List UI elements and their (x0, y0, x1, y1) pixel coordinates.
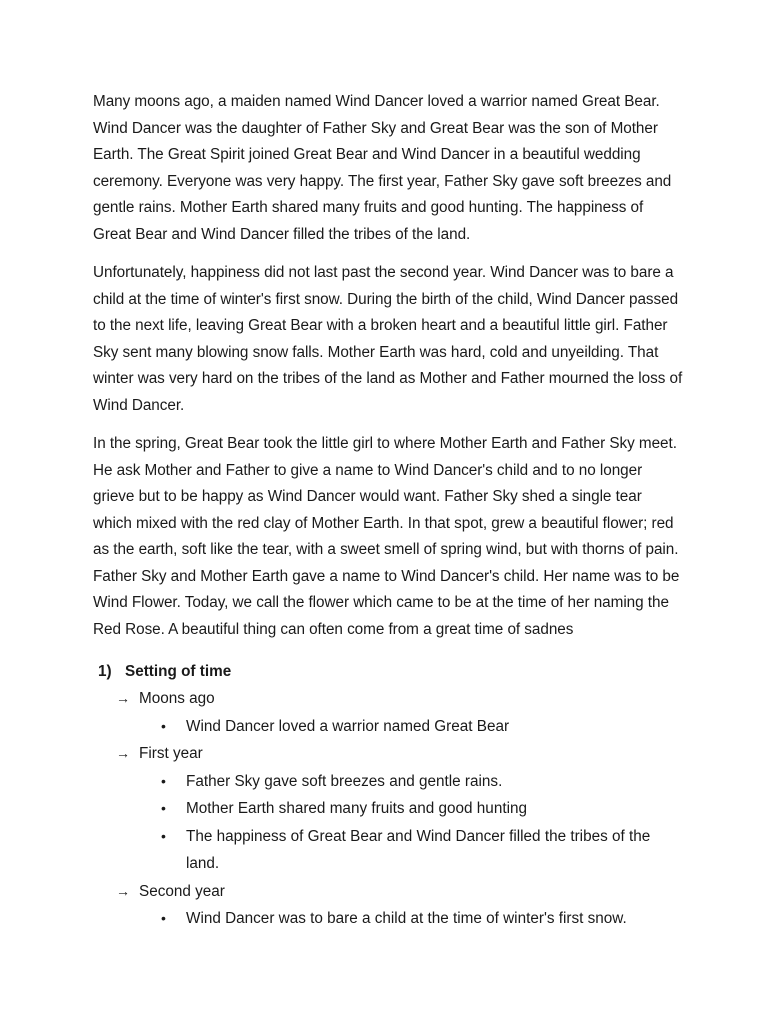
bullet-list (93, 768, 683, 878)
document-page (93, 89, 683, 933)
section-title: Setting of time (125, 663, 232, 680)
time-group-first-year (93, 740, 683, 878)
arrow-right-icon: → (116, 690, 130, 706)
story-paragraph-3: In the spring, Great Bear took the little girl to where Mother Earth and Father Sky meet. He ask Mother and Father to give a name to Wind Dancer's child and to no longer grieve but to be happy as Wind Dancer would want. Father Sky shed a single tear which mixed with the red clay of Mother Earth. In that spot, grew a beautiful flower; red as the earth, soft like the tear, with a sweet smell of spring wind, but with thorns of pain. Father Sky and Mother Earth gave a name to Wind Dancer's child. Her name was to be Wind Flower. Today, we call the flower which came to be at the time of her naming the Red Rose. A beautiful thing can often come from a great time of sadnes (93, 435, 680, 638)
time-group-second-year (93, 878, 683, 933)
group-label-text: First year (139, 745, 203, 762)
group-label-text: Moons ago (139, 690, 215, 707)
bullet-icon: • (161, 772, 166, 789)
group-label (93, 685, 683, 713)
list-item (93, 768, 683, 796)
bullet-icon: • (161, 827, 166, 844)
list-item (93, 823, 683, 878)
group-label-text: Second year (139, 882, 225, 900)
list-item (93, 713, 683, 741)
story-paragraph-1: Many moons ago, a maiden named Wind Dancer loved a warrior named Great Bear. Wind Dancer was the daughter of Father Sky and Great Bear was the son of Mother Earth. The Great Spirit joined Great Bear and Wind Dancer in a beautiful wedding ceremony. Everyone was very happy. The first year, Father Sky gave soft breezes and gentle rains. Mother Earth shared many fruits and good hunting. The happiness of Great Bear and Wind Dancer filled the tribes of the land. (93, 93, 672, 243)
list-item-text: Wind Dancer loved a warrior named Great Bear (186, 717, 510, 735)
list-item (93, 795, 683, 823)
list-item-text: Wind Dancer was to bare a child at the time of winter's first snow. (186, 910, 627, 927)
section-heading (93, 658, 683, 685)
group-label (93, 878, 683, 906)
list-item-text: Father Sky gave soft breezes and gentle rains. (186, 772, 503, 790)
bullet-icon: • (161, 910, 166, 926)
arrow-right-icon: → (116, 745, 130, 761)
list-item-text: The happiness of Great Bear and Wind Dancer filled the tribes of the land. (186, 827, 651, 872)
bullet-list (93, 713, 683, 741)
group-label (93, 740, 683, 768)
setting-of-time-section (93, 658, 683, 933)
story-paragraph-2: Unfortunately, happiness did not last past the second year. Wind Dancer was to bare a child at the time of winter's first snow. During the birth of the child, Wind Dancer passed to the next life, leaving Great Bear with a broken heart and a beautiful little girl. Father Sky sent many blowing snow falls. Mother Earth was hard, cold and unyeilding. That winter was very hard on the tribes of the land as Mother and Father mourned the loss of Wind Dancer. (93, 264, 683, 414)
list-item (93, 905, 683, 933)
bullet-icon: • (161, 717, 166, 734)
list-item-text: Mother Earth shared many fruits and good hunting (186, 800, 527, 817)
bullet-icon: • (161, 800, 166, 816)
section-number: 1) (98, 663, 112, 680)
time-group-moons-ago (93, 685, 683, 740)
arrow-right-icon: → (116, 882, 130, 899)
bullet-list (93, 905, 683, 933)
